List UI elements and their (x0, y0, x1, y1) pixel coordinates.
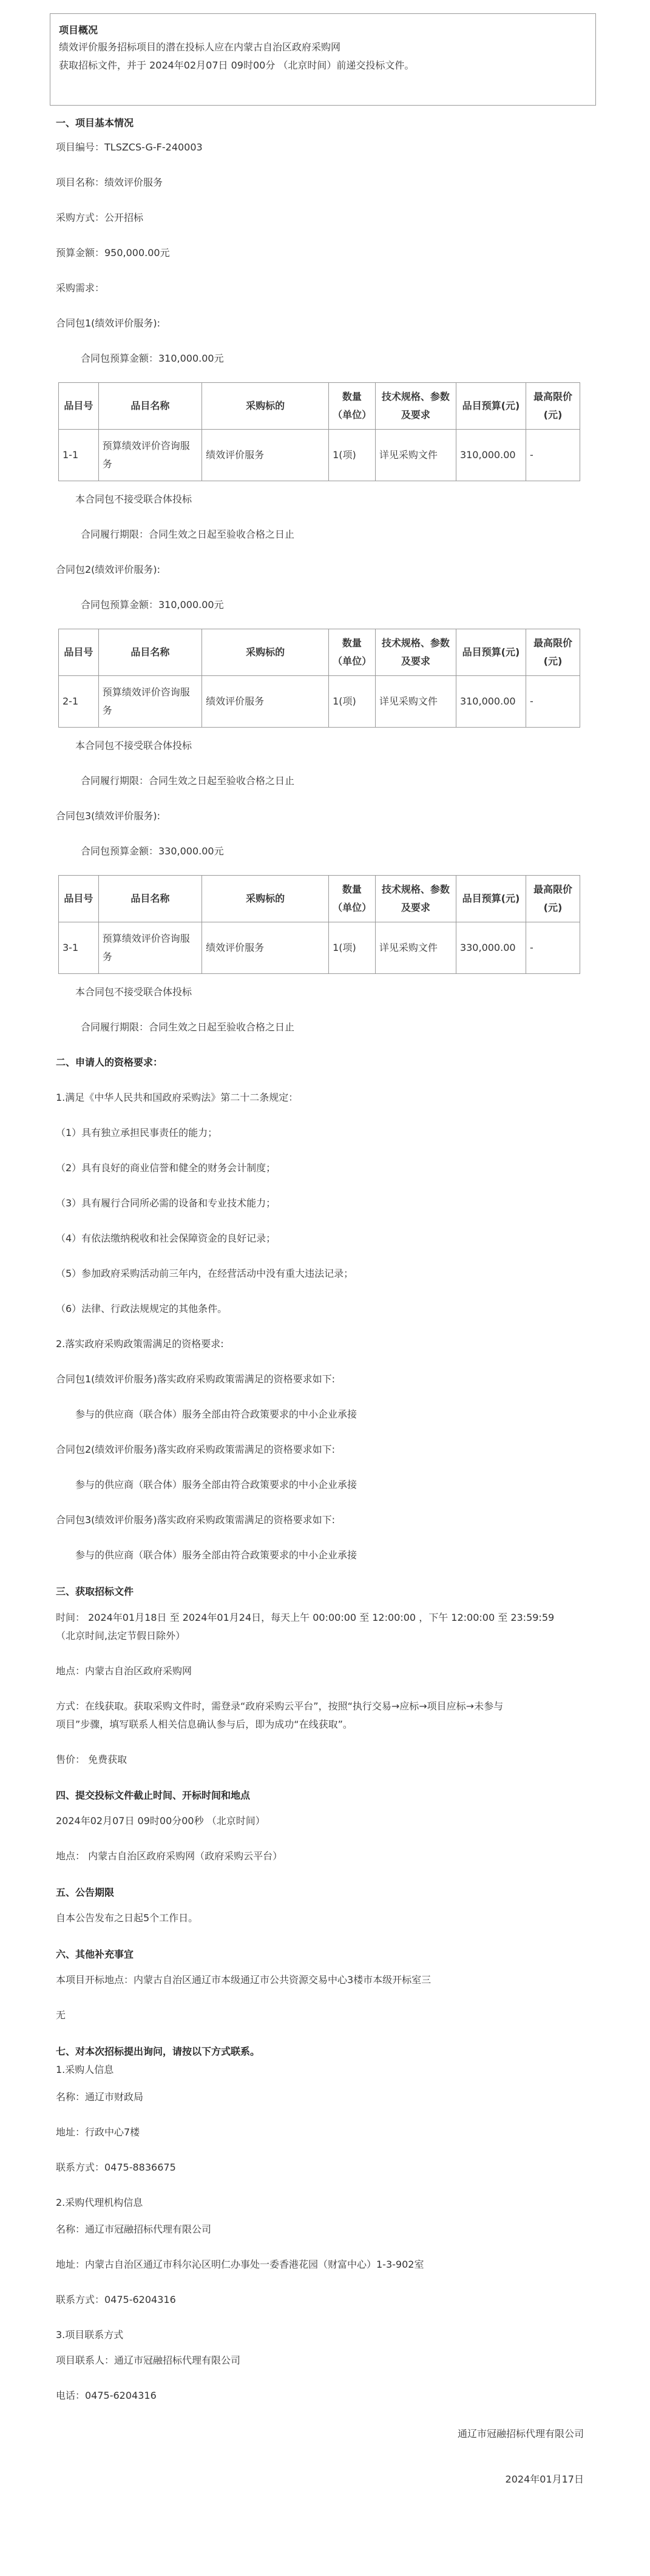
procurement-demand: 采购需求： (56, 282, 105, 294)
opening-location: 本项目开标地点：内蒙古自治区通辽市本级通辽市公共资源交易中心3楼市本级开标室三 (56, 1974, 432, 1986)
cell-item-budget: 310,000.00 (456, 676, 526, 728)
package-1-budget: 合同包预算金额：310,000.00元 (81, 353, 224, 364)
col-item-name: 品目名称 (98, 383, 201, 430)
cell-max-price: - (526, 922, 580, 974)
package-2-table (58, 629, 580, 728)
col-subject: 采购标的 (202, 876, 329, 922)
document-time: 时间： 2024年01月18日 至 2024年01月24日，每天上午 00:00:00 至 12:00:00 ，下午 12:00:00 至 23:59:59 (56, 1612, 555, 1623)
announcement-period: 自本公告发布之日起5个工作日。 (56, 1912, 198, 1924)
cell-subject: 绩效评价服务 (202, 922, 329, 974)
policy-package-1-requirement: 参与的供应商（联合体）服务全部由符合政策要求的中小企业承接 (75, 1408, 357, 1420)
document-way-continued: 项目”步骤，填写联系人相关信息确认参与后，即为成功“在线获取”。 (56, 1719, 353, 1730)
package-1-no-consortium: 本合同包不接受联合体投标 (75, 493, 192, 505)
summary-line-1: 绩效评价服务招标项目的潜在投标人应在内蒙古自治区政府采购网 (59, 41, 341, 53)
summary-title: 项目概况 (59, 24, 98, 36)
cell-item-name: 预算绩效评价咨询服务 (98, 676, 201, 728)
buyer-address: 地址：行政中心7楼 (56, 2126, 140, 2138)
package-1-table (58, 382, 580, 481)
section-3-heading: 三、获取招标文件 (56, 1586, 134, 1597)
table-header-row (59, 629, 580, 676)
document-way: 方式：在线获取。获取采购文件时，需登录“政府采购云平台”，按照“执行交易→应标→项目应标→未参与 (56, 1700, 504, 1712)
buyer-name: 名称：通辽市财政局 (56, 2091, 144, 2103)
cell-spec: 详见采购文件 (375, 430, 456, 481)
package-3-table (58, 875, 580, 974)
cell-item-budget: 330,000.00 (456, 922, 526, 974)
col-item-no: 品目号 (59, 629, 99, 676)
col-quantity: 数量（单位） (329, 383, 376, 430)
procurement-method: 采购方式：公开招标 (56, 212, 144, 223)
package-1-title: 合同包1(绩效评价服务): (56, 317, 161, 329)
policy-package-3-requirement: 参与的供应商（联合体）服务全部由符合政策要求的中小企业承接 (75, 1549, 357, 1561)
cell-item-no: 2-1 (59, 676, 99, 728)
cell-spec: 详见采购文件 (375, 676, 456, 728)
agency-phone: 联系方式：0475-6204316 (56, 2294, 176, 2305)
cell-max-price: - (526, 430, 580, 481)
col-max-price: 最高限价(元) (526, 876, 580, 922)
cell-quantity: 1(项) (329, 430, 376, 481)
cell-item-no: 1-1 (59, 430, 99, 481)
col-item-no: 品目号 (59, 383, 99, 430)
cell-item-name: 预算绩效评价咨询服务 (98, 430, 201, 481)
policy-package-3: 合同包3(绩效评价服务)落实政府采购政策需满足的资格要求如下: (56, 1514, 336, 1526)
col-max-price: 最高限价(元) (526, 383, 580, 430)
col-subject: 采购标的 (202, 383, 329, 430)
qualification-intro: 1.满足《中华人民共和国政府采购法》第二十二条规定： (56, 1092, 299, 1103)
policy-requirement: 2.落实政府采购政策需满足的资格要求: (56, 1338, 224, 1350)
qualification-item-2: （2）具有良好的商业信誉和健全的财务会计制度； (56, 1162, 276, 1174)
package-3-period: 合同履行期限：合同生效之日起至验收合格之日止 (81, 1021, 295, 1033)
table-row (59, 922, 580, 974)
table-row (59, 430, 580, 481)
project-contact-person: 项目联系人：通辽市冠融招标代理有限公司 (56, 2355, 241, 2366)
agency-info-title: 2.采购代理机构信息 (56, 2197, 143, 2208)
package-3-budget: 合同包预算金额：330,000.00元 (81, 845, 224, 857)
qualification-item-5: （5）参加政府采购活动前三年内，在经营活动中没有重大违法记录； (56, 1268, 354, 1279)
section-5-heading: 五、公告期限 (56, 1887, 115, 1898)
buyer-phone: 联系方式：0475-8836675 (56, 2162, 176, 2173)
document-place: 地点：内蒙古自治区政府采购网 (56, 1665, 192, 1677)
qualification-item-4: （4）有依法缴纳税收和社会保障资金的良好记录； (56, 1232, 276, 1244)
package-2-period: 合同履行期限：合同生效之日起至验收合格之日止 (81, 775, 295, 786)
footer-date: 2024年01月17日 (505, 2473, 584, 2485)
col-spec: 技术规格、参数及要求 (375, 876, 456, 922)
project-number: 项目编号：TLSZCS-G-F-240003 (56, 141, 203, 153)
section-4-heading: 四、提交投标文件截止时间、开标时间和地点 (56, 1790, 251, 1801)
cell-subject: 绩效评价服务 (202, 430, 329, 481)
section-7-heading: 七、对本次招标提出询问，请按以下方式联系。 (56, 2046, 260, 2057)
project-name: 项目名称：绩效评价服务 (56, 177, 163, 188)
cell-max-price: - (526, 676, 580, 728)
qualification-item-3: （3）具有履行合同所必需的设备和专业技术能力； (56, 1197, 276, 1209)
table-header-row (59, 383, 580, 430)
package-2-no-consortium: 本合同包不接受联合体投标 (75, 740, 192, 751)
section-1-heading: 一、项目基本情况 (56, 117, 134, 129)
package-2-budget: 合同包预算金额：310,000.00元 (81, 599, 224, 610)
cell-spec: 详见采购文件 (375, 922, 456, 974)
cell-item-name: 预算绩效评价咨询服务 (98, 922, 201, 974)
col-item-budget: 品目预算(元) (456, 383, 526, 430)
policy-package-2: 合同包2(绩效评价服务)落实政府采购政策需满足的资格要求如下: (56, 1444, 336, 1455)
col-quantity: 数量（单位） (329, 629, 376, 676)
package-3-title: 合同包3(绩效评价服务): (56, 810, 161, 822)
cell-quantity: 1(项) (329, 676, 376, 728)
document-price: 售价： 免费获取 (56, 1754, 127, 1765)
agency-name: 名称：通辽市冠融招标代理有限公司 (56, 2223, 212, 2235)
cell-item-no: 3-1 (59, 922, 99, 974)
qualification-item-6: （6）法律、行政法规规定的其他条件。 (56, 1303, 228, 1314)
qualification-item-1: （1）具有独立承担民事责任的能力； (56, 1127, 218, 1138)
policy-package-2-requirement: 参与的供应商（联合体）服务全部由符合政策要求的中小企业承接 (75, 1479, 357, 1490)
col-item-budget: 品目预算(元) (456, 629, 526, 676)
table-row (59, 676, 580, 728)
footer-company: 通辽市冠融招标代理有限公司 (457, 2428, 584, 2439)
budget-amount: 预算金额：950,000.00元 (56, 247, 170, 259)
summary-line-2: 获取招标文件，并于 2024年02月07日 09时00分 （北京时间）前递交投标文件。 (59, 59, 415, 71)
project-contact-title: 3.项目联系方式 (56, 2329, 124, 2341)
col-max-price: 最高限价(元) (526, 629, 580, 676)
package-3-no-consortium: 本合同包不接受联合体投标 (75, 986, 192, 998)
agency-address: 地址：内蒙古自治区通辽市科尔沁区明仁办事处一委香港花园（财富中心）1-3-902室 (56, 2259, 424, 2270)
cell-quantity: 1(项) (329, 922, 376, 974)
section-2-heading: 二、申请人的资格要求： (56, 1056, 163, 1068)
col-item-name: 品目名称 (98, 629, 201, 676)
deadline-time: 2024年02月07日 09时00分00秒 （北京时间） (56, 1815, 265, 1827)
col-item-name: 品目名称 (98, 876, 201, 922)
project-contact-phone: 电话：0475-6204316 (56, 2390, 157, 2401)
col-item-no: 品目号 (59, 876, 99, 922)
section-6-heading: 六、其他补充事宜 (56, 1949, 134, 1960)
col-quantity: 数量（单位） (329, 876, 376, 922)
cell-subject: 绩效评价服务 (202, 676, 329, 728)
bid-place: 地点： 内蒙古自治区政府采购网（政府采购云平台） (56, 1850, 283, 1862)
supplement-none: 无 (56, 2009, 66, 2021)
package-1-period: 合同履行期限：合同生效之日起至验收合格之日止 (81, 529, 295, 540)
table-header-row (59, 876, 580, 922)
package-2-title: 合同包2(绩效评价服务): (56, 564, 161, 575)
buyer-info-title: 1.采购人信息 (56, 2064, 114, 2075)
cell-item-budget: 310,000.00 (456, 430, 526, 481)
col-spec: 技术规格、参数及要求 (375, 629, 456, 676)
project-summary-box (50, 13, 596, 106)
col-subject: 采购标的 (202, 629, 329, 676)
policy-package-1: 合同包1(绩效评价服务)落实政府采购政策需满足的资格要求如下: (56, 1373, 336, 1385)
col-item-budget: 品目预算(元) (456, 876, 526, 922)
document-time-note: （北京时间,法定节假日除外） (56, 1630, 186, 1641)
col-spec: 技术规格、参数及要求 (375, 383, 456, 430)
